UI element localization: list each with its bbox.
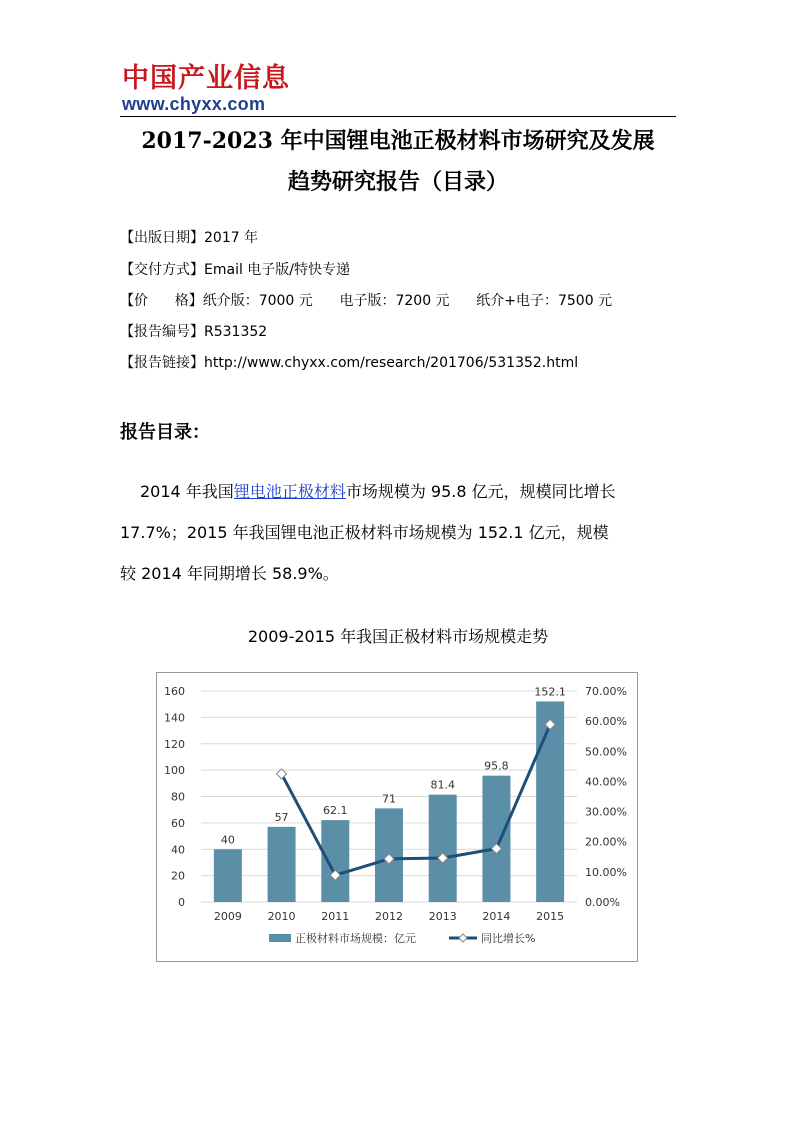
bar <box>536 701 564 902</box>
legend-marker <box>459 934 467 942</box>
bar <box>268 827 296 902</box>
chart-container <box>156 672 638 962</box>
y-tick-label: 160 <box>164 685 185 698</box>
paragraph-line-3: 较 2014 年同期增长 58.9%。 <box>120 564 339 583</box>
meta-publish-date <box>120 228 258 248</box>
bar-value-label: 40 <box>220 833 235 847</box>
x-tick-label: 2009 <box>213 910 242 923</box>
y2-tick-label: 20.00% <box>585 835 627 849</box>
x-tick-label: 2014 <box>482 910 511 923</box>
y-tick-label: 20 <box>171 869 185 883</box>
bar <box>429 795 457 902</box>
meta-report-link <box>120 353 578 373</box>
x-tick-label: 2013 <box>428 910 457 923</box>
y2-tick-label: 50.00% <box>585 745 627 759</box>
meta-report-id <box>120 322 267 342</box>
y-tick-label: 0 <box>178 896 185 909</box>
y-tick-label: 80 <box>171 790 185 804</box>
bar-value-label: 71 <box>382 792 396 806</box>
x-tick-label: 2011 <box>321 910 350 923</box>
market-size-chart <box>157 673 637 961</box>
bar-value-label: 95.8 <box>484 759 509 773</box>
report-title-line-2: 趋势研究报告（目录） <box>287 169 508 195</box>
bar <box>321 820 349 902</box>
meta-price <box>120 291 612 311</box>
y2-tick-label: 30.00% <box>585 805 627 819</box>
y2-tick-label: 60.00% <box>585 715 627 729</box>
legend-label-line: 同比增长% <box>481 932 536 945</box>
meta-label: 【报告链接】 <box>120 355 204 371</box>
y2-tick-label: 10.00% <box>585 865 627 879</box>
lithium-cathode-link[interactable]: 锂电池正极材料 <box>233 482 346 501</box>
meta-label: 【价 格】 <box>120 293 203 309</box>
y-tick-label: 140 <box>164 711 185 725</box>
y-tick-label: 100 <box>164 764 185 778</box>
y-tick-label: 60 <box>171 816 185 830</box>
bar-value-label: 152.1 <box>534 685 566 699</box>
meta-value: R531352 <box>204 324 268 340</box>
legend-label-bar: 正极材料市场规模：亿元 <box>295 932 416 945</box>
paragraph-line-1 <box>140 481 616 503</box>
y-tick-label: 40 <box>171 843 185 857</box>
bar-value-label: 57 <box>274 810 289 824</box>
meta-label: 【交付方式】 <box>120 262 204 278</box>
bar <box>214 849 242 902</box>
logo-url: www.chyxx.com <box>122 94 266 114</box>
meta-value: 纸介版：7000 元 电子版：7200 元 纸介+电子：7500 元 <box>202 293 613 309</box>
chart-title: 2009-2015 年我国正极材料市场规模走势 <box>247 627 549 646</box>
y2-tick-label: 0.00% <box>585 896 620 909</box>
logo <box>122 64 290 114</box>
bar-value-label: 81.4 <box>430 778 455 792</box>
meta-link[interactable]: http://www.chyxx.com/research/201706/531352.html <box>204 355 579 371</box>
meta-label: 【出版日期】 <box>120 230 204 246</box>
x-tick-label: 2015 <box>536 910 565 923</box>
para-text: 市场规模为 95.8 亿元，规模同比增长 <box>345 482 616 501</box>
logo-text: 中国产业信息 <box>122 63 290 94</box>
para-text: 2014 年我国 <box>140 482 234 501</box>
meta-value: 2017 年 <box>204 230 259 246</box>
paragraph-line-2: 17.7%；2015 年我国锂电池正极材料市场规模为 152.1 亿元，规模 <box>120 523 609 542</box>
legend-swatch-bar <box>269 934 291 942</box>
bar-value-label: 62.1 <box>323 804 348 818</box>
x-tick-label: 2010 <box>267 910 296 923</box>
y2-tick-label: 40.00% <box>585 775 627 789</box>
meta-label: 【报告编号】 <box>120 324 204 340</box>
bar <box>482 776 510 902</box>
meta-value: Email 电子版/特快专递 <box>204 262 351 278</box>
y2-tick-label: 70.00% <box>585 685 627 698</box>
x-tick-label: 2012 <box>375 910 403 923</box>
header-rule <box>120 116 676 117</box>
section-heading: 报告目录： <box>120 422 210 443</box>
meta-delivery <box>120 260 350 280</box>
report-title-line-1: 2017-2023 年中国锂电池正极材料市场研究及发展 <box>141 128 655 154</box>
y-tick-label: 120 <box>164 737 185 751</box>
